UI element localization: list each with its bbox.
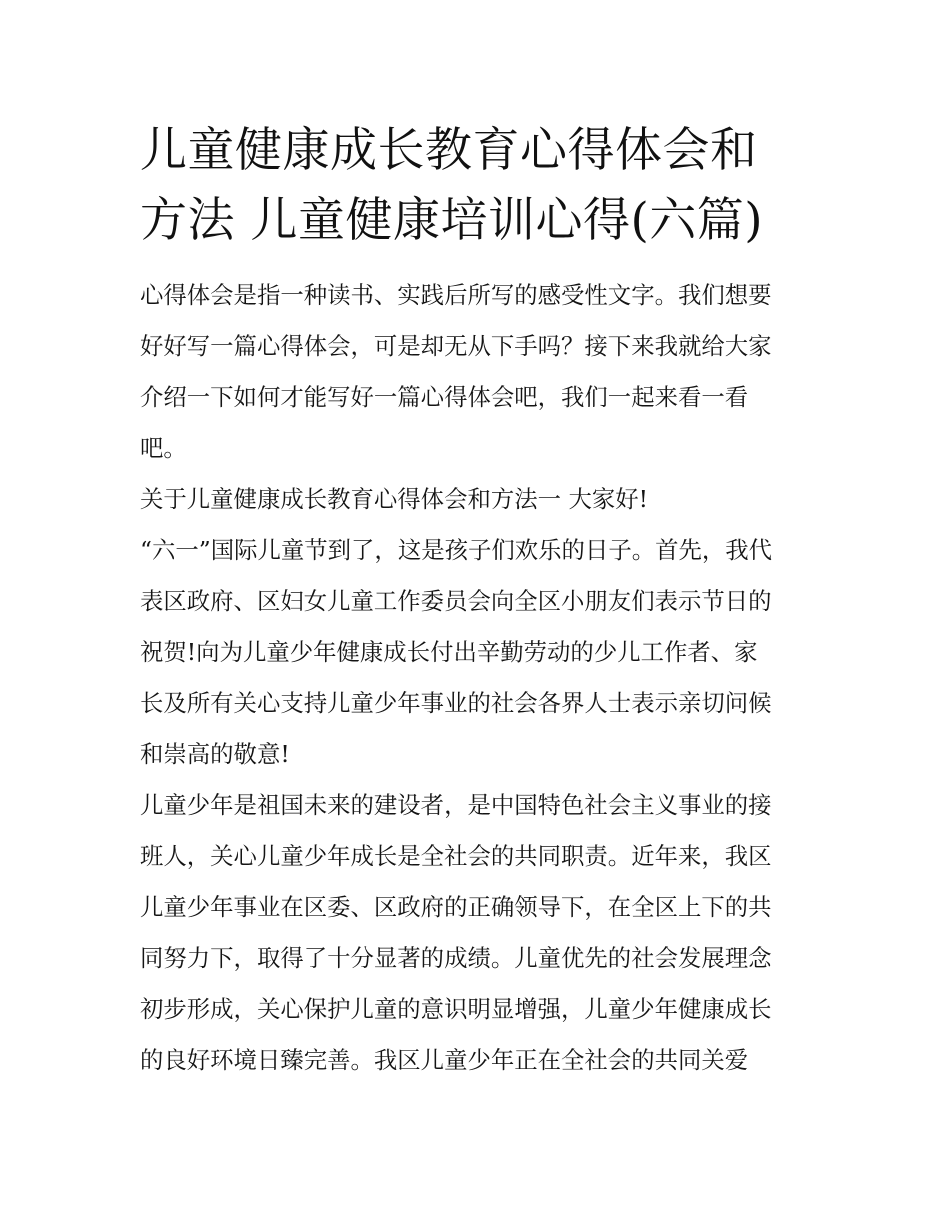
text-line: 心得体会是指一种读书、实践后所写的感受性文字。我们想要	[140, 281, 772, 309]
intro-paragraph	[140, 270, 815, 474]
text-line: “六一”国际儿童节到了，这是孩子们欢乐的日子。首先，我代	[140, 536, 773, 564]
document-content	[140, 116, 815, 1086]
text-line: 祝贺!向为儿童少年健康成长付出辛勤劳动的少儿工作者、家	[140, 638, 758, 666]
text-line: 好好写一篇心得体会，可是却无从下手吗？接下来我就给大家	[140, 332, 772, 360]
text-line: 关于儿童健康成长教育心得体会和方法一 大家好!	[140, 485, 649, 513]
document-body	[140, 270, 815, 1086]
document-title	[140, 116, 815, 256]
text-line: 儿童少年是祖国未来的建设者，是中国特色社会主义事业的接	[140, 791, 772, 819]
text-line: 介绍一下如何才能写好一篇心得体会吧，我们一起来看一看	[140, 383, 749, 411]
text-line: 儿童少年事业在区委、区政府的正确领导下，在全区上下的共	[140, 893, 772, 921]
title-line: 方法 儿童健康培训心得(六篇)	[140, 193, 764, 248]
section-heading-paragraph	[140, 474, 815, 525]
text-line: 吧。	[140, 434, 187, 462]
text-line: 长及所有关心支持儿童少年事业的社会各界人士表示亲切问候	[140, 689, 772, 717]
title-line: 儿童健康成长教育心得体会和	[140, 123, 758, 178]
text-line: 的良好环境日臻完善。我区儿童少年正在全社会的共同关爱	[140, 1046, 749, 1074]
text-line: 初步形成，关心保护儿童的意识明显增强，儿童少年健康成长	[140, 995, 772, 1023]
body-paragraph	[140, 780, 815, 1086]
text-line: 班人，关心儿童少年成长是全社会的共同职责。近年来，我区	[140, 842, 772, 870]
text-line: 同努力下，取得了十分显著的成绩。儿童优先的社会发展理念	[140, 944, 772, 972]
text-line: 和崇高的敬意!	[140, 740, 290, 768]
text-line: 表区政府、区妇女儿童工作委员会向全区小朋友们表示节日的	[140, 587, 772, 615]
greeting-paragraph	[140, 525, 815, 780]
